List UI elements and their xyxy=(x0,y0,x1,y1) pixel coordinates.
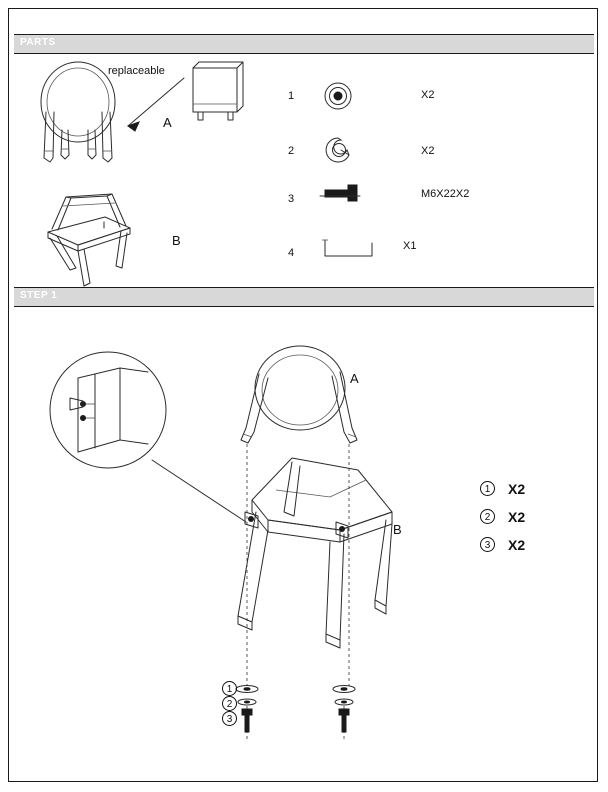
step1-callout-3: 3 xyxy=(222,711,237,726)
hardware-qty-4: X1 xyxy=(403,240,417,252)
hardware-index-4: 4 xyxy=(288,247,295,259)
section-header-parts-label: PARTS xyxy=(20,37,56,48)
hardware-index-2: 2 xyxy=(288,145,295,157)
step1-bom-index-3: 3 xyxy=(480,537,495,552)
hardware-qty-2: X2 xyxy=(421,145,435,157)
step1-bom-index-2: 2 xyxy=(480,509,495,524)
hardware-qty-1: X2 xyxy=(421,89,435,101)
hardware-qty-3: M6X22X2 xyxy=(421,188,470,200)
step1-bom-index-1: 1 xyxy=(480,481,495,496)
step1-callout-2: 2 xyxy=(222,696,237,711)
page-border xyxy=(8,8,598,782)
step1-bom-qty-2: X2 xyxy=(508,509,526,525)
label-part-a: A xyxy=(163,115,172,130)
step1-bom-qty-3: X2 xyxy=(508,537,526,553)
step1-callout-1: 1 xyxy=(222,681,237,696)
label-replaceable: replaceable xyxy=(108,65,165,77)
step1-label-b: B xyxy=(393,522,402,537)
step1-label-a: A xyxy=(350,371,359,386)
step1-bom-qty-1: X2 xyxy=(508,481,526,497)
hardware-index-3: 3 xyxy=(288,193,295,205)
section-header-step1-label: STEP 1 xyxy=(20,290,58,301)
label-part-b: B xyxy=(172,233,181,248)
hardware-index-1: 1 xyxy=(288,90,295,102)
